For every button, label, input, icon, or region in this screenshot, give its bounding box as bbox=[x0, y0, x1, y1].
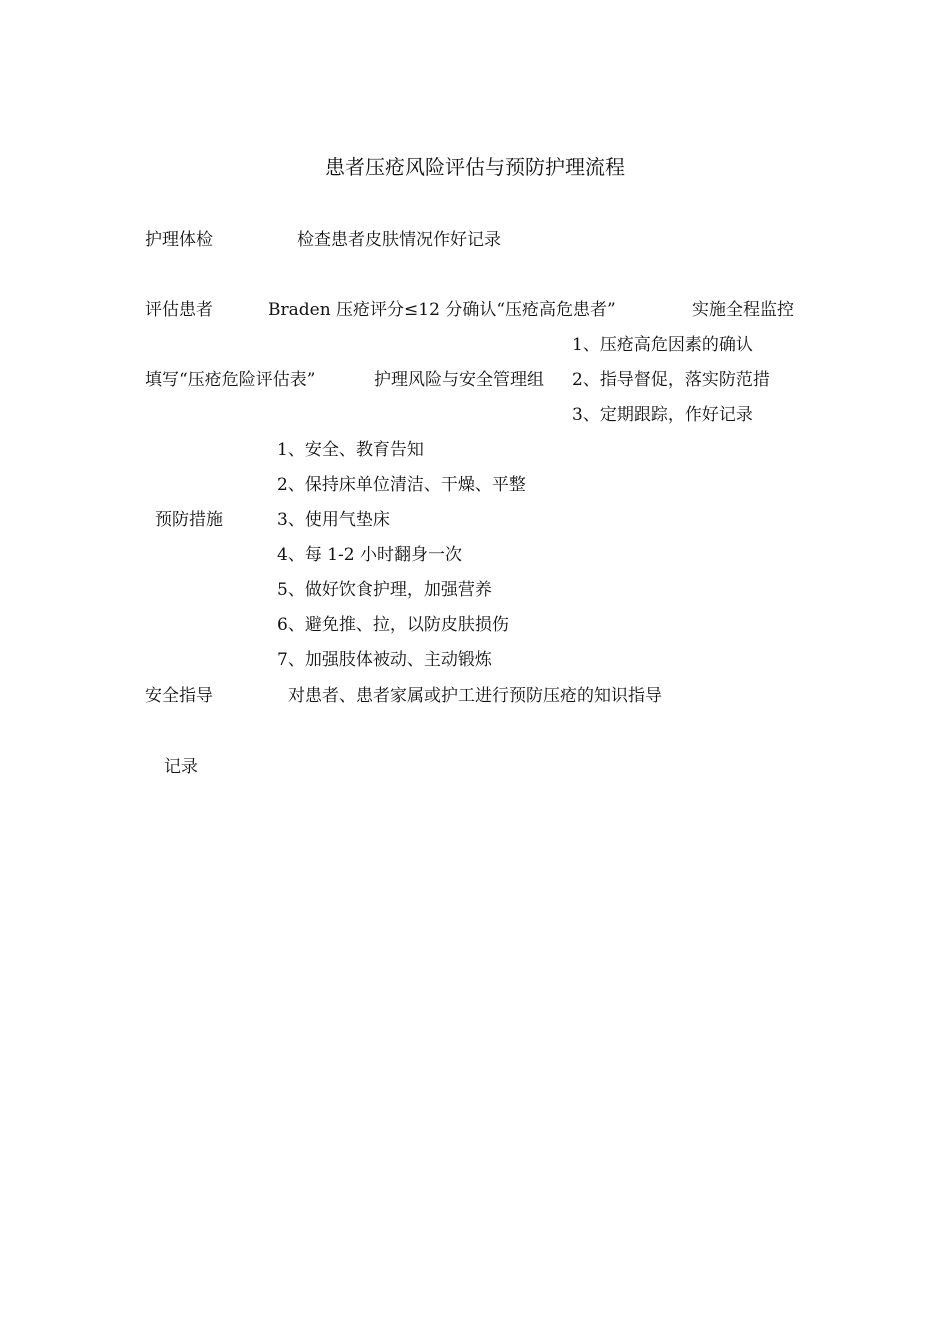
step-label-assess: 评估患者 bbox=[145, 300, 213, 320]
step-text-monitor: 实施全程监控 bbox=[692, 300, 794, 320]
prevention-item-7: 7、加强肢体被动、主动锻炼 bbox=[277, 650, 492, 670]
step-label-physical-exam: 护理体检 bbox=[145, 230, 213, 250]
prevention-item-4: 4、每 1-2 小时翻身一次 bbox=[277, 545, 462, 565]
step-label-record: 记录 bbox=[164, 757, 198, 777]
step-label-prevention: 预防措施 bbox=[155, 510, 223, 530]
prevention-item-2: 2、保持床单位清洁、干燥、平整 bbox=[277, 475, 526, 495]
risk-item-2: 2、指导督促，落实防范措 bbox=[572, 370, 770, 390]
risk-item-1: 1、压疮高危因素的确认 bbox=[572, 335, 753, 355]
risk-item-3: 3、定期跟踪，作好记录 bbox=[572, 405, 753, 425]
step-text-safety: 对患者、患者家属或护工进行预防压疮的知识指导 bbox=[288, 686, 662, 706]
prevention-item-5: 5、做好饮食护理，加强营养 bbox=[277, 580, 492, 600]
step-text-physical-exam: 检查患者皮肤情况作好记录 bbox=[297, 230, 501, 250]
step-label-fill-form: 填写“压疮危险评估表” bbox=[145, 370, 316, 390]
prevention-item-1: 1、安全、教育告知 bbox=[277, 440, 424, 460]
step-label-safety: 安全指导 bbox=[145, 686, 213, 706]
step-text-risk-group: 护理风险与安全管理组 bbox=[374, 370, 544, 390]
step-text-braden: Braden 压疮评分≤12 分确认“压疮高危患者” bbox=[268, 300, 616, 320]
prevention-item-6: 6、避免推、拉，以防皮肤损伤 bbox=[277, 615, 509, 635]
page-title: 患者压疮风险评估与预防护理流程 bbox=[325, 155, 625, 179]
prevention-item-3: 3、使用气垫床 bbox=[277, 510, 390, 530]
